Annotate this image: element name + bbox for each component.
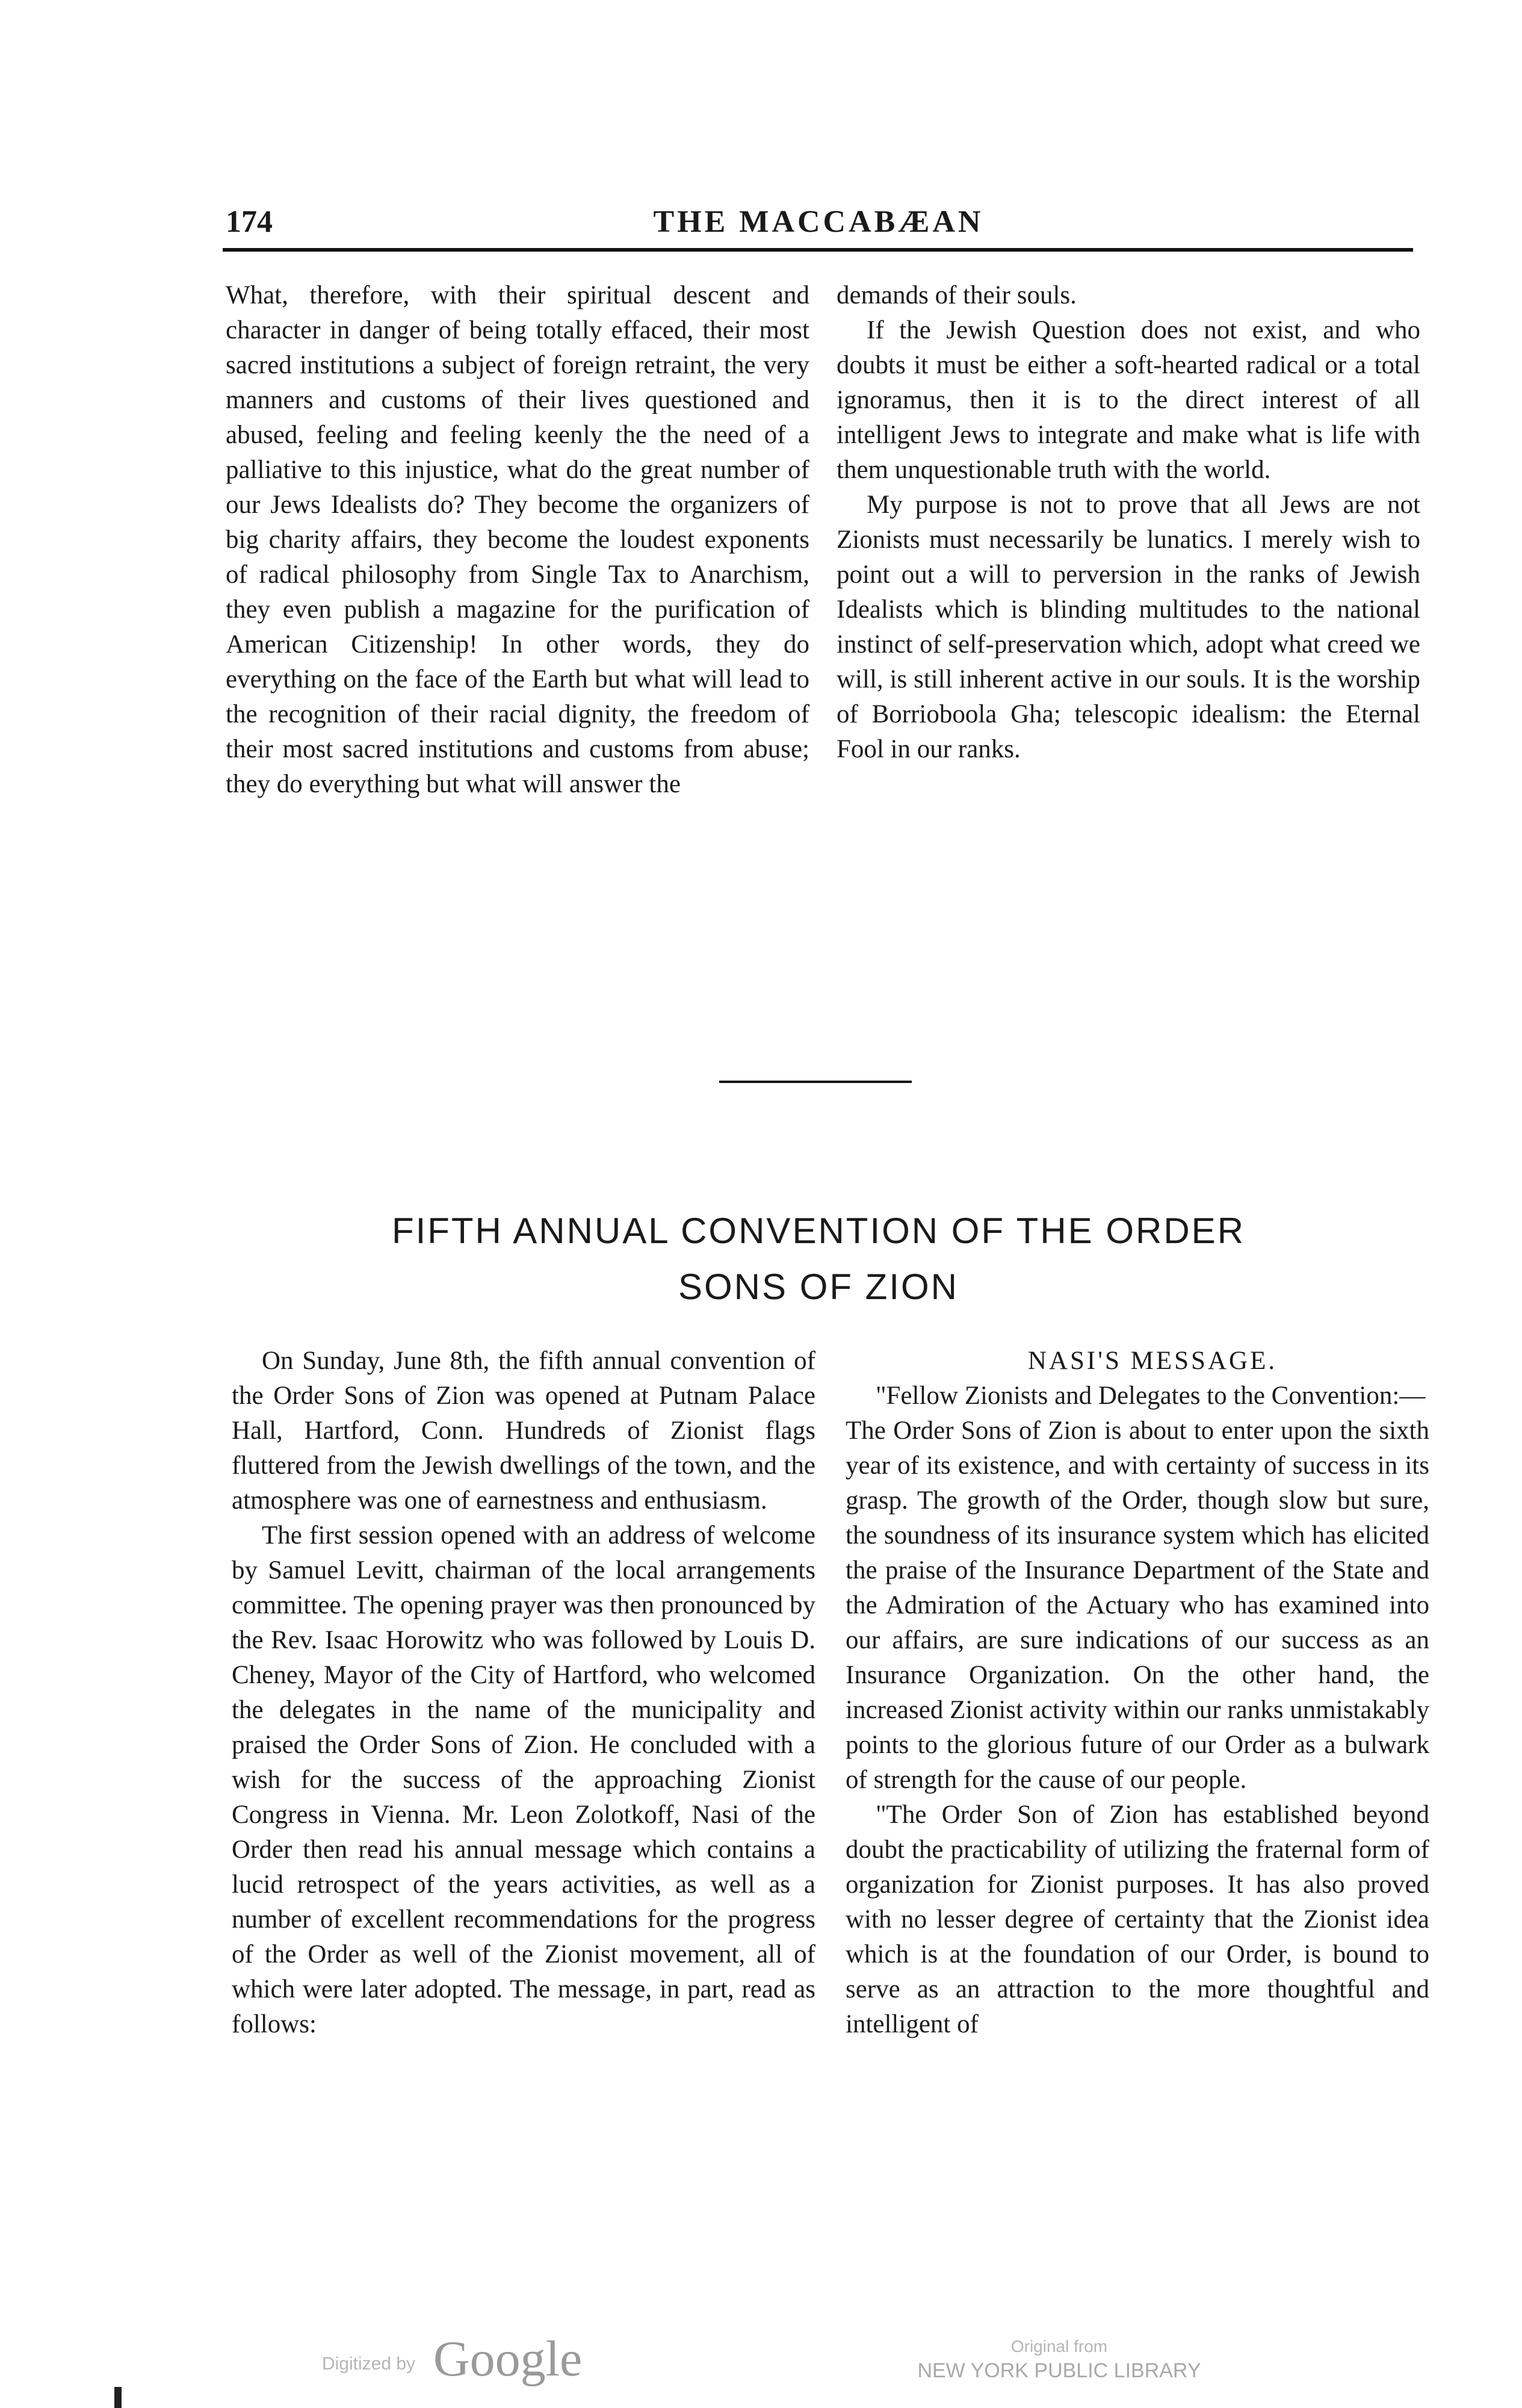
paragraph: "Fellow Zionists and Delegates to the Convention:—	[876, 1382, 1426, 1410]
article-left-column	[232, 1344, 815, 2042]
running-title: THE MACCABÆAN	[653, 205, 984, 239]
page-number: 174	[226, 205, 273, 239]
previous-article-left-column	[226, 278, 809, 802]
scan-mark	[114, 2387, 122, 2408]
section-heading: NASI'S MESSAGE.	[1027, 1347, 1278, 1375]
paragraph: The Order Sons of Zion is about to enter upon the sixth year of its existence, and with certainty of success in its grasp. The growth of the Order, though slow but sure, the soundness of its insurance system which has elicited the praise of the Insurance Department of the State and the Admiration of the Actuary who has examined into our affairs, are sure indications of our success as an Insurance Organization. On the other hand, the increased Zionist activity within our ranks unmistakably points to the glorious future of our Order as a bulwark of strength for the cause of our people.	[846, 1417, 1429, 1794]
article-title: FIFTH ANNUAL CONVENTION OF THE ORDER	[391, 1211, 1246, 1251]
article-right-column	[846, 1344, 1429, 2042]
paragraph: demands of their souls.	[837, 281, 1077, 309]
header-rule	[223, 248, 1413, 252]
paragraph: On Sunday, June 8th, the fifth annual convention of the Order Sons of Zion was opened at Putnam Palace Hall, Hartford, Conn. Hundreds of Zionist flags fluttered from the Jewish dwellings of the town, and the atmosphere was one of earnestness and enthusiasm.	[232, 1347, 815, 1515]
paragraph: My purpose is not to prove that all Jews are not Zionists must necessarily be lunatics. I merely wish to point out a will to perversion in the ranks of Jewish Idealists which is blinding multitudes to the national instinct of self-preservation which, adopt what creed we will, is still inherent active in our souls. It is the worship of Borrioboola Gha; telescopic idealism: the Eternal Fool in our ranks.	[837, 491, 1420, 763]
previous-article-right-column	[837, 278, 1420, 767]
library-attribution	[903, 2336, 1216, 2384]
google-logo: Google	[433, 2331, 583, 2387]
paragraph: If the Jewish Question does not exist, and who doubts it must be either a soft-hearted radical or a total ignoramus, then it is to the direct interest of all intelligent Jews to integrate and make what is life with them unquestionable truth with the world.	[837, 316, 1420, 484]
section-separator-rule	[719, 1081, 912, 1083]
page-header	[226, 202, 1411, 250]
paragraph: The first session opened with an address of welcome by Samuel Levitt, chairman of the local arrangements committee. The opening prayer was then pronounced by the Rev. Isaac Horowitz who was followed by Louis D. Cheney, Mayor of the City of Hartford, who welcomed the delegates in the name of the municipality and praised the Order Sons of Zion. He concluded with a wish for the success of the approaching Zionist Congress in Vienna. Mr. Leon Zolotkoff, Nasi of the Order then read his annual message which contains a lucid retrospect of the years activities, as well as a number of excellent recommendations for the progress of the Order as well of the Zionist movement, all of which were later adopted. The message, in part, read as follows:	[232, 1521, 815, 2038]
library-name: NEW YORK PUBLIC LIBRARY	[917, 2359, 1201, 2382]
original-from-label: Original from	[1010, 2337, 1108, 2356]
paragraph: What, therefore, with their spiritual descent and character in danger of being totally effaced, their most sacred institutions a subject of foreign retraint, the very manners and customs of their lives questioned and abused, feeling and feeling keenly the the need of a palliative to this injustice, what do the great number of our Jews Idealists do? They become the organizers of big charity affairs, they become the loudest exponents of radical philosophy from Single Tax to Anarchism, they even publish a magazine for the purification of American Citizenship! In other words, they do everything on the face of the Earth but what will lead to the recognition of their racial dignity, the freedom of their most sacred institutions and customs from abuse; they do everything but what will answer the	[226, 281, 809, 798]
digitized-by-label: Digitized by	[322, 2354, 416, 2374]
article-title-second-line: SONS OF ZION	[678, 1267, 959, 1307]
paragraph: "The Order Son of Zion has established beyond doubt the practicability of utilizing the fraternal form of organization for Zionist purposes. It has also proved with no lesser degree of certainty that the Zionist idea which is at the foundation of our Order, is bound to serve as an attraction to the more thoughtful and intelligent of	[846, 1801, 1429, 2038]
